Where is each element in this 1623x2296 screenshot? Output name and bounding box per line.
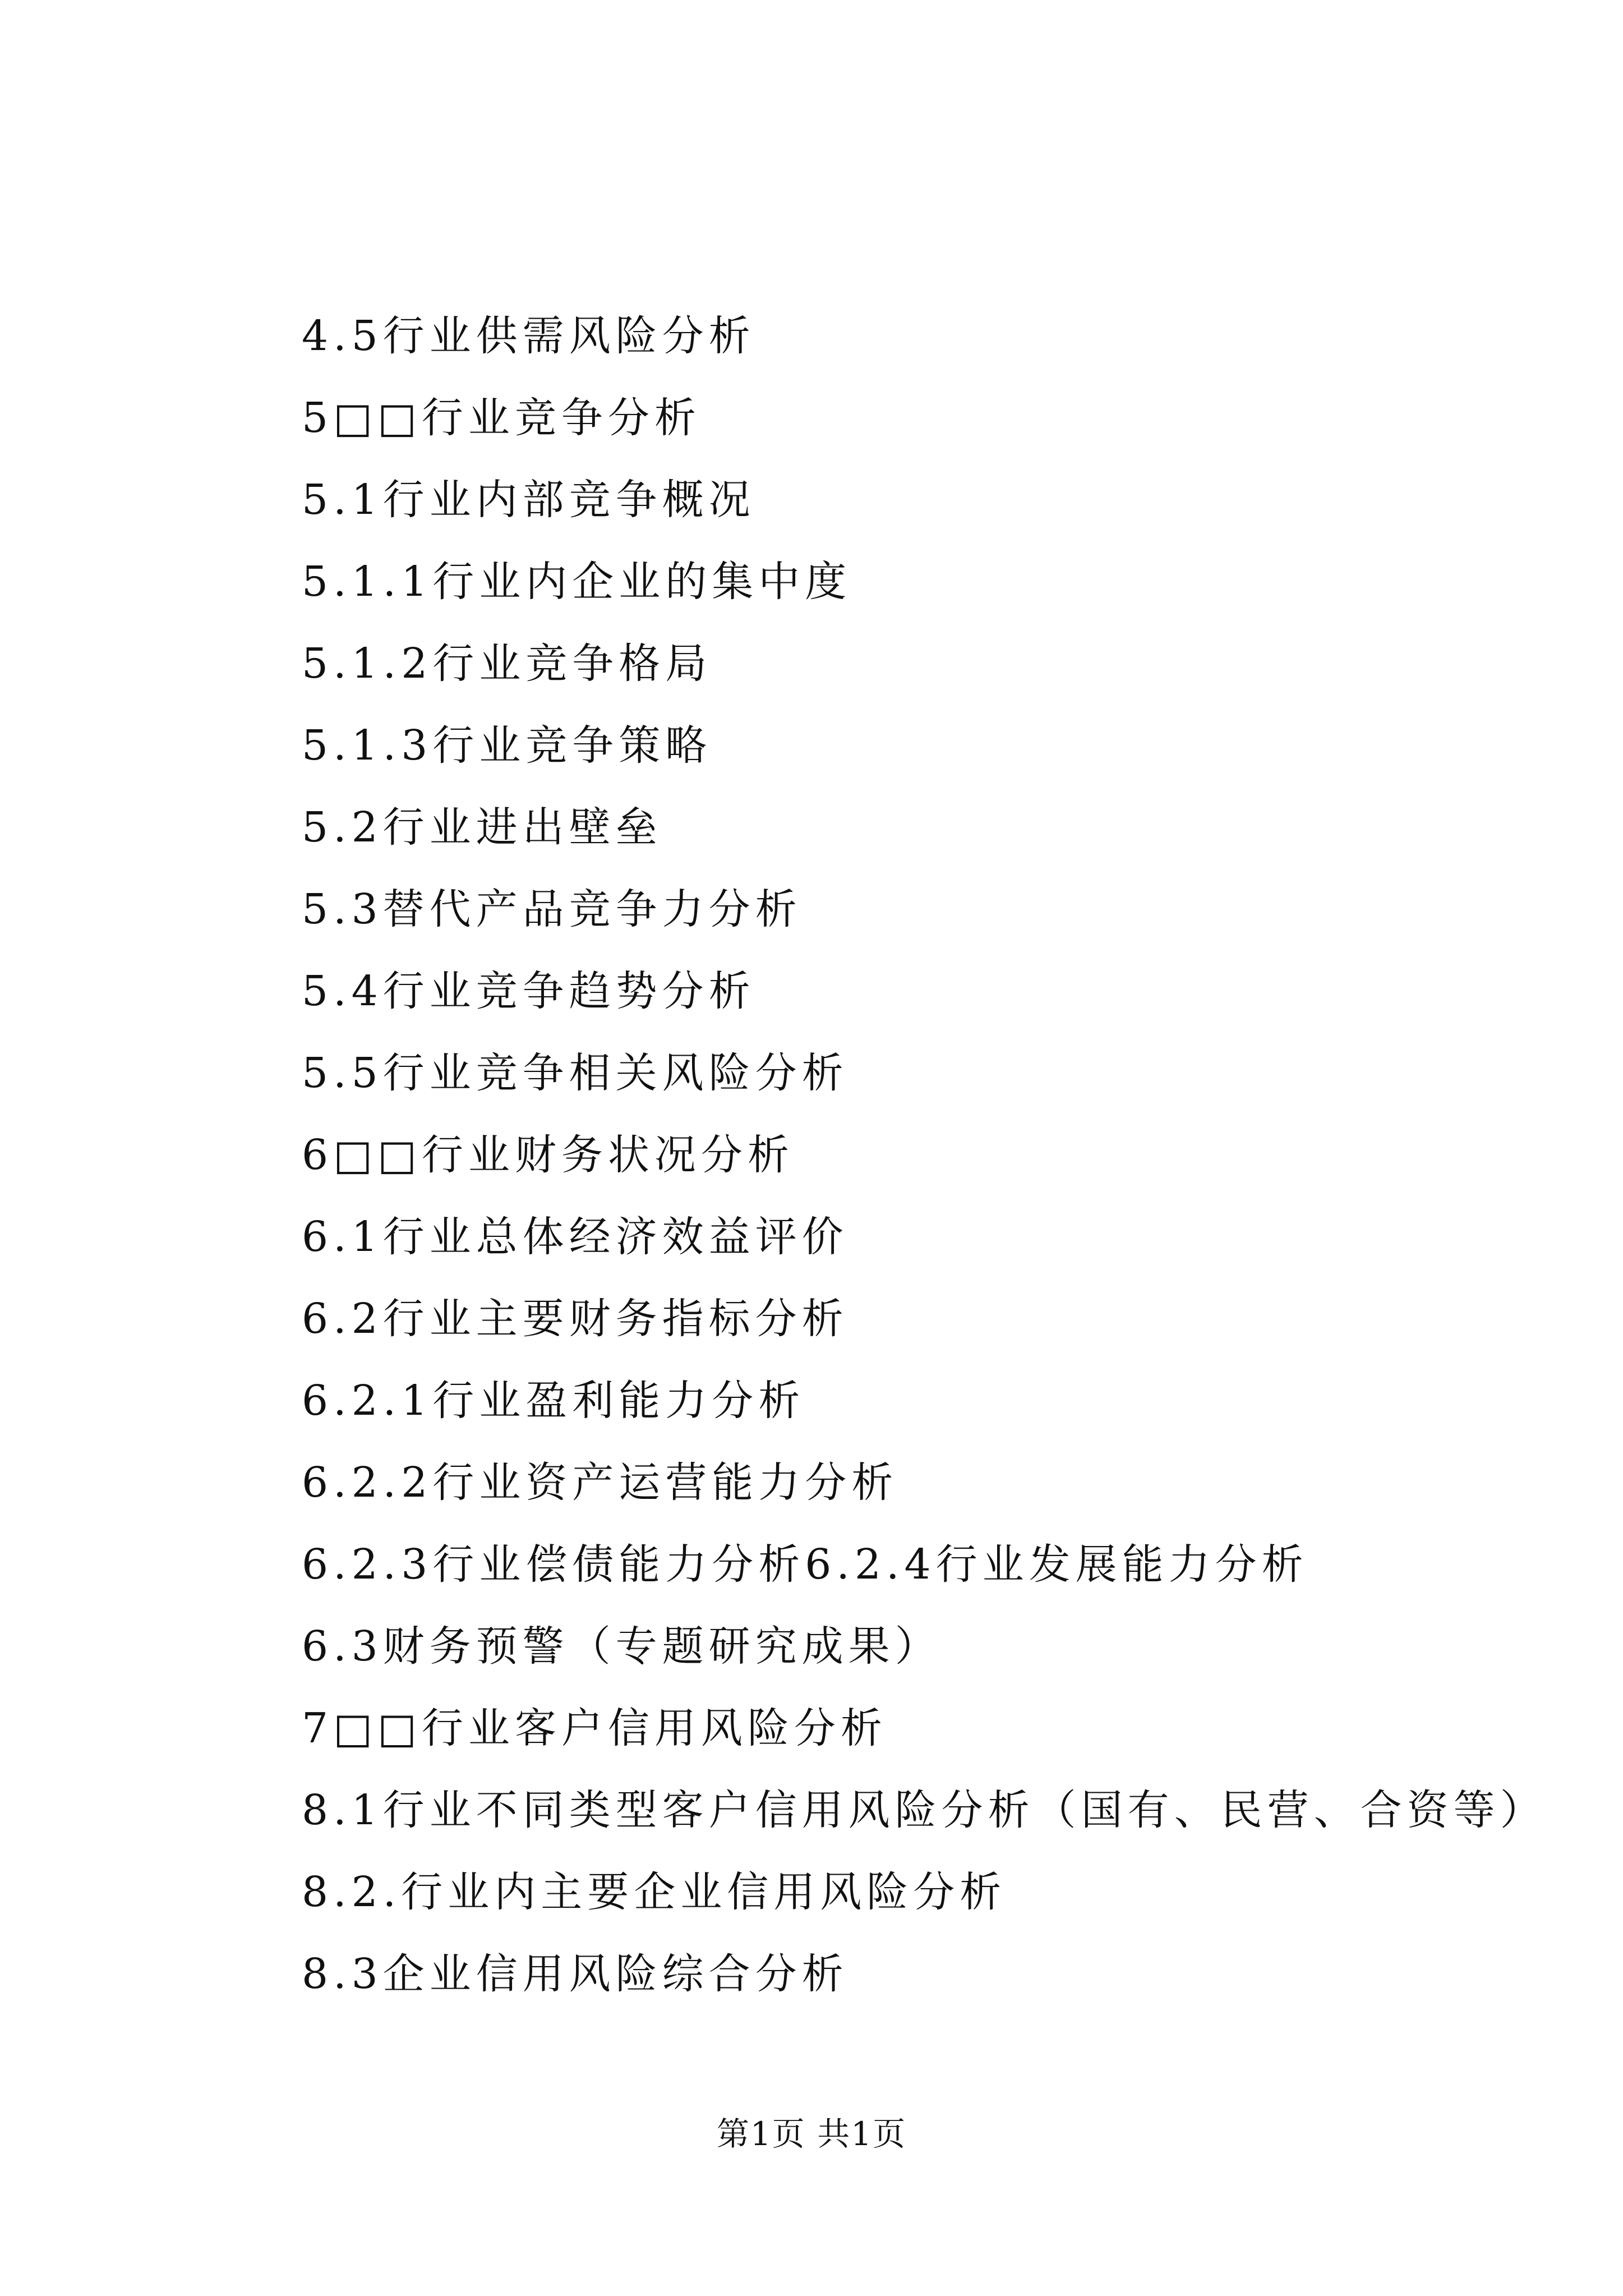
outline-line: 5.1.1行业内企业的集中度 [302, 558, 852, 606]
outline-line: 5.4行业竞争趋势分析 [302, 967, 755, 1015]
outline-line: 5.1行业内部竞争概况 [302, 476, 755, 524]
outline-line: 6.2.1行业盈利能力分析 [302, 1377, 805, 1425]
outline-line: 6.3财务预警（专题研究成果） [302, 1622, 942, 1671]
outline-line: 5.1.3行业竞争策略 [302, 721, 712, 770]
outline-line: 6.2行业主要财务指标分析 [302, 1295, 849, 1343]
outline-line: 8.3企业信用风险综合分析 [302, 1950, 849, 1998]
outline-line: 6.2.3行业偿债能力分析6.2.4行业发展能力分析 [302, 1540, 1308, 1589]
outline-line: 5.1.2行业竞争格局 [302, 639, 712, 688]
outline-line: 8.2.行业内主要企业信用风险分析 [302, 1868, 1007, 1916]
outline-line: 5.2行业进出壁垒 [302, 803, 662, 852]
page-footer: 第1页 共1页 [716, 2115, 907, 2153]
outline-line: 6.2.2行业资产运营能力分析 [302, 1458, 898, 1507]
outline-line: 8.1行业不同类型客户信用风险分析（国有、民营、合资等） [302, 1786, 1547, 1834]
outline-list [302, 306, 1564, 2026]
outline-line: 5.5行业竞争相关风险分析 [302, 1049, 849, 1097]
outline-line: 6□□行业财务状况分析 [302, 1131, 794, 1179]
outline-line: 4.5行业供需风险分析 [302, 312, 755, 360]
outline-line: 5□□行业竞争分析 [302, 394, 701, 442]
outline-line: 7□□行业客户信用风险分析 [302, 1704, 887, 1752]
outline-line: 6.1行业总体经济效益评价 [302, 1213, 849, 1261]
outline-line: 5.3替代产品竞争力分析 [302, 885, 802, 933]
